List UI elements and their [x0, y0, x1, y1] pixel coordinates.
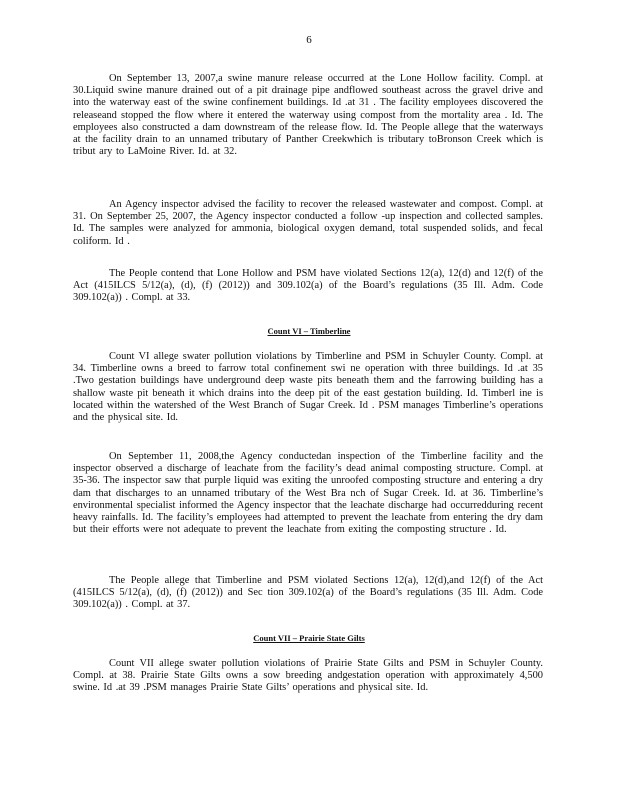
paragraph-text: An Agency inspector advised the facility to recover the released wastewater and compost. Compl. at 31. On September 25, 2007, the Agency inspector conducted a follow -up inspection and collected samples. Id. The samples were analyzed for ammonia, biological oxygen demand, total suspended solids, and fecal coliform. Id . — [73, 199, 543, 247]
heading-count-vi — [0, 325, 618, 337]
paragraph-lone-hollow-violations — [73, 268, 543, 305]
paragraph-text: On September 11, 2008,the Agency conductedan inspection of the Timberline facility and the inspector observed a discharge of leachate from the facility’s dead animal composting structure. Compl. at 35-36. The inspector saw that purple liquid was exiting the unroofed composting structure and entering a dry dam that discharges to an unnamed tributary of the West Bra nch of Sugar Creek. Id. at 36. Timberline’s environmental specialist informed the Agency inspector that the leachate discharge had occurredduring recent heavy rainfalls. Id. The facility’s employees had attempted to prevent the leachate from entering the dry dam but their efforts were not adequate to prevent the leachate from exiting the composting structure . Id. — [73, 451, 543, 536]
paragraph-text: The People contend that Lone Hollow and PSM have violated Sections 12(a), 12(d) and 12(f) of the Act (415ILCS 5/12(a), (d), (f) (2012)) and 309.102(a) of the Board’s regulations (35 Ill. Adm. Code 309.102(a)) . Compl. at 33. — [73, 268, 543, 304]
paragraph-agency-inspection — [73, 199, 543, 248]
paragraph-text: Count VI allege swater pollution violations by Timberline and PSM in Schuyler County. Compl. at 34. Timberline owns a breed to farrow total confinement swi ne operation with three buildings. Id .at 35 .Two gestation buildings have underground deep waste pits beneath them and the farrowing building has a shallow waste pit beneath it which drains into the deep pit of the east gestation building. Id. Timberl ine is located within the watershed of the West Branch of Sugar Creek. Id . PSM manages Timberline’s operations and the physical site. Id. — [73, 351, 543, 424]
paragraph-text: On September 13, 2007,a swine manure release occurred at the Lone Hollow facility. Compl. at 30.Liquid swine manure drained out of a pit drainage pipe andflowed southeast across the gravel drive and into the waterway east of the swine confinement buildings. Id .at 31 . The facility employees discovered the releaseand stopped the flow where it entered the waterway using compost from the mortality area . Id. The employees also constructed a dam downstream of the release flow. Id. The People allege that the waterways at the facility drain to an unnamed tributary of Panther Creekwhich is tributary toBronson Creek which is tribut ary to LaMoine River. Id. at 32. — [73, 73, 543, 158]
paragraph-text: The People allege that Timberline and PSM violated Sections 12(a), 12(d),and 12(f) of the Act (415ILCS 5/12(a), (d), (f) (2012)) and Sec tion 309.102(a) of the Board’s regulations (35 Ill. Adm. Code 309.102(a)) . Compl. at 37. — [73, 575, 543, 611]
heading-count-vii — [0, 632, 618, 644]
page-number: 6 — [306, 34, 312, 46]
paragraph-lone-hollow-release — [73, 73, 543, 158]
paragraph-text: Count VII allege swater pollution violations of Prairie State Gilts and PSM in Schuyler County. Compl. at 38. Prairie State Gilts owns a sow breeding andgestation operation with approximately 4,500 swine. Id .at 39 .PSM manages Prairie State Gilts’ operations and physical site. Id. — [73, 658, 543, 694]
paragraph-timberline-violations — [73, 575, 543, 612]
paragraph-timberline-inspection — [73, 451, 543, 536]
heading-text: Count VI – Timberline — [267, 326, 351, 336]
paragraph-timberline-description — [73, 351, 543, 424]
heading-text: Count VII – Prairie State Gilts — [253, 633, 365, 643]
paragraph-prairie-state-gilts — [73, 658, 543, 695]
